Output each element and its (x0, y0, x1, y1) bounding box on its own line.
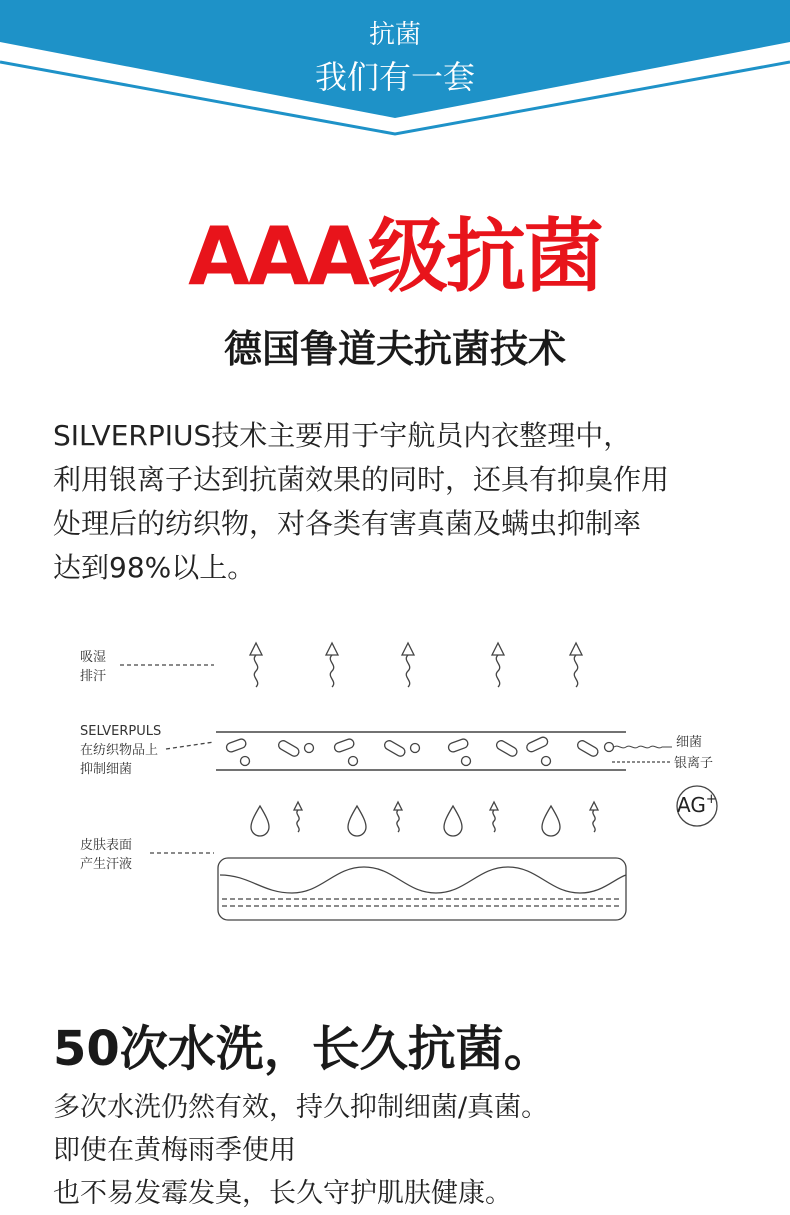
water-drop-icon (348, 806, 366, 836)
label-skin: 皮肤表面 产生汗液 (80, 838, 133, 872)
sweat-arrow-icon (294, 802, 302, 832)
sweat-arrow-icon (570, 643, 582, 687)
sweat-arrow-icon (402, 643, 414, 687)
label-fabric: SELVERPULS 在纺织物品上 抑制细菌 (80, 724, 162, 777)
label-silver-ion: 银离子 (674, 756, 714, 771)
description-line: SILVERPIUS技术主要用于宇航员内衣整理中， (53, 419, 632, 452)
skin-layer (218, 858, 626, 920)
bacteria-icon (525, 736, 549, 753)
ag-badge-text: AG+ (677, 792, 717, 817)
subtitle: 德国鲁道夫抗菌技术 (223, 327, 566, 371)
main-title: AAA级抗菌 (188, 210, 602, 303)
description-line: 处理后的纺织物，对各类有害真菌及螨虫抑制率 (53, 507, 642, 540)
bacteria-icon (333, 738, 355, 753)
bacteria-icon (383, 739, 407, 758)
header-large-title: 我们有一套 (314, 58, 475, 96)
sweat-arrow-icon (492, 643, 504, 687)
label-moisture: 吸湿 排汗 (80, 650, 107, 684)
wash-line: 即使在黄梅雨季使用 (53, 1135, 296, 1166)
water-drop-icon (251, 806, 269, 836)
sweat-arrow-icon (394, 802, 402, 832)
description-line: 利用银离子达到抗菌效果的同时，还具有抑臭作用 (53, 463, 670, 496)
header-small-title: 抗菌 (368, 20, 421, 50)
wash-heading: 50次水洗，长久抗菌。 (53, 1021, 552, 1077)
wash-line: 多次水洗仍然有效，持久抑制细菌/真菌。 (53, 1092, 549, 1123)
bacteria-icon (495, 739, 519, 758)
bacteria-icon (225, 738, 247, 753)
sweat-arrow-icon (490, 802, 498, 832)
wash-line: 也不易发霉发臭，长久守护肌肤健康。 (53, 1178, 512, 1209)
description-line: 达到98%以上。 (53, 551, 256, 584)
bacteria-icon (447, 738, 469, 753)
label-bacteria: 细菌 (676, 735, 703, 750)
sweat-arrow-icon (250, 643, 262, 687)
description (53, 414, 773, 590)
sweat-arrow-icon (326, 643, 338, 687)
bacteria-icon (277, 739, 301, 758)
bacteria-icon (576, 739, 600, 758)
water-drop-icon (444, 806, 462, 836)
wash-description (53, 1086, 548, 1215)
water-drop-icon (542, 806, 560, 836)
sweat-arrow-icon (590, 802, 598, 832)
